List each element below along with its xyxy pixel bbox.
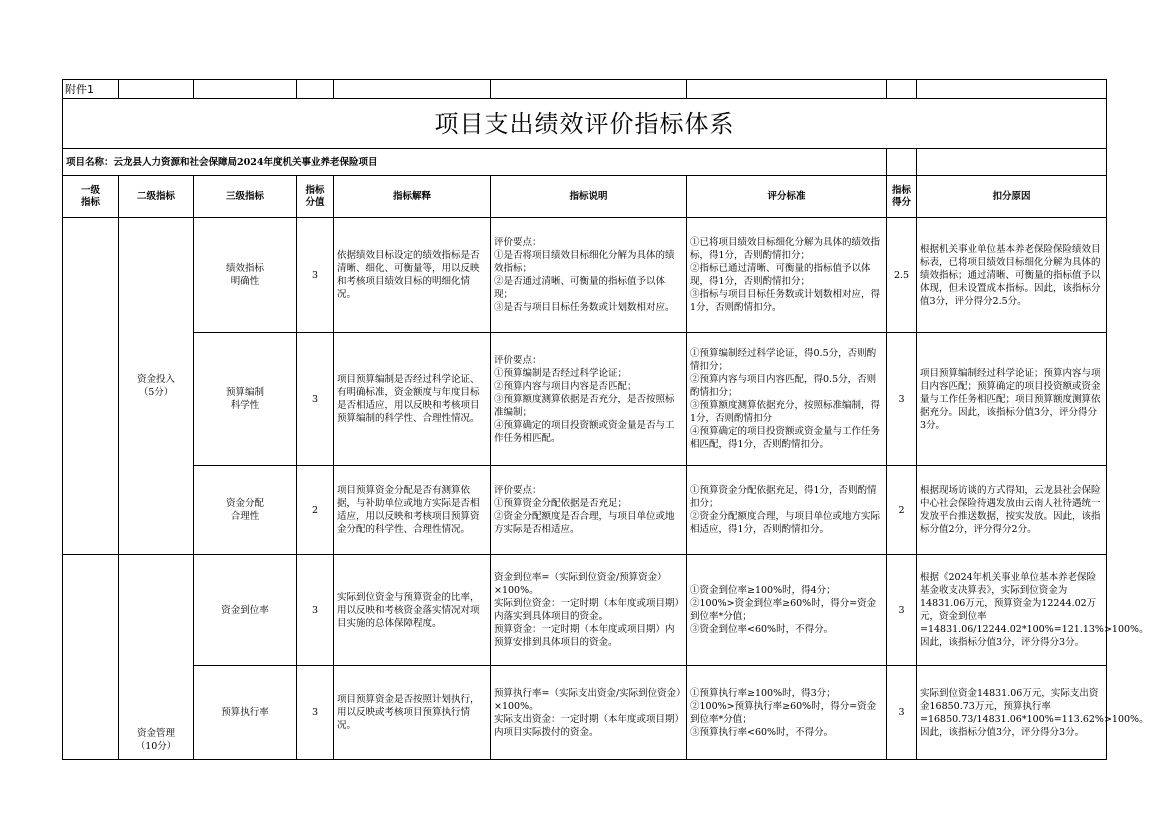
- project-name: 项目名称：云龙县人力资源和社会保障局2024年度机关事业养老保险项目: [63, 149, 887, 176]
- level1-cell: [63, 555, 119, 760]
- header-level2: 二级指标: [119, 176, 194, 218]
- indicator-table: [62, 79, 1149, 760]
- header-score: 指标 得分: [887, 176, 917, 218]
- reason-cell: 根据《2024年机关事业单位基本养老保险基金收支决算表》，实际到位资金为14831.06万元，预算资金为12244.02万元，资金到位率=14831.06/12244.02*100%=121.13%>100%。因此，该指标分值3分，评分得分3分。: [917, 555, 1107, 666]
- criteria-cell: ①预算资金分配依据充足，得1分，否则酌情扣分； ②资金分配额度合理，与项目单位或地方实际相适应，得1分，否则酌情扣分。: [687, 466, 887, 555]
- level2-cell: 资金管理 （10分）: [119, 555, 194, 760]
- reason-cell: 项目预算编制经过科学论证；预算内容与项目内容匹配；预算确定的项目投资额或资金量与工作任务相匹配；项目预算额度测算依据充分。因此，该指标分值3分，评分得分3分。: [917, 333, 1107, 466]
- level3-cell: 预算编制 科学性: [194, 333, 297, 466]
- reason-cell: 实际到位资金14831.06万元，实际支出资金16850.73万元，预算执行率=16850.73/14831.06*100%=113.62%>100%。因此，该指标分值3分，评分得分3分。: [917, 666, 1107, 760]
- table-row: [63, 666, 1107, 760]
- weight-cell: 3: [297, 666, 334, 760]
- score-cell: 3: [887, 555, 917, 666]
- header-desc: 指标说明: [491, 176, 687, 218]
- weight-cell: 3: [297, 218, 334, 333]
- desc-cell: 资金到位率=（实际到位资金/预算资金）×100%。 实际到位资金：一定时期（本年度或项目期）内落实到具体项目的资金。 预算资金：一定时期（本年度或项目期）内预算安排到具体项目的资金。: [491, 555, 687, 666]
- document-title: 项目支出绩效评价指标体系: [63, 99, 1107, 149]
- weight-cell: 3: [297, 555, 334, 666]
- level1-cell: [63, 218, 119, 555]
- level3-cell: 资金到位率: [194, 555, 297, 666]
- header-explain: 指标解释: [334, 176, 491, 218]
- criteria-cell: ①预算执行率≥100%时，得3分； ②100%>预算执行率≥60%时，得分=资金到位率*分值； ③预算执行率<60%时，不得分。: [687, 666, 887, 760]
- table-row: [63, 333, 1107, 466]
- table-row: [63, 466, 1107, 555]
- desc-cell: 评价要点： ①预算资金分配依据是否充足； ②资金分配额度是否合理，与项目单位或地方实际是否相适应。: [491, 466, 687, 555]
- explain-cell: 项目预算资金分配是否有测算依据，与补助单位或地方实际是否相适应，用以反映和考核项目预算资金分配的科学性、合理性情况。: [334, 466, 491, 555]
- criteria-cell: ①资金到位率≥100%时，得4分； ②100%>资金到位率≥60%时，得分=资金到位率*分值； ③资金到位率<60%时，不得分。: [687, 555, 887, 666]
- explain-cell: 项目预算资金是否按照计划执行，用以反映或考核项目预算执行情况。: [334, 666, 491, 760]
- score-cell: 2: [887, 466, 917, 555]
- explain-cell: 项目预算编制是否经过科学论证、有明确标准，资金额度与年度目标是否相适应，用以反映和考核项目预算编制的科学性、合理性情况。: [334, 333, 491, 466]
- score-cell: 3: [887, 333, 917, 466]
- table-row: [63, 218, 1107, 333]
- weight-cell: 3: [297, 333, 334, 466]
- header-reason: 扣分原因: [917, 176, 1107, 218]
- desc-cell: 评价要点： ①是否将项目绩效目标细化分解为具体的绩效指标； ②是否通过清晰、可衡量的指标值予以体现； ③是否与项目目标任务数或计划数相对应。: [491, 218, 687, 333]
- header-level1: 一级 指标: [63, 176, 119, 218]
- level3-cell: 预算执行率: [194, 666, 297, 760]
- header-criteria: 评分标准: [687, 176, 887, 218]
- desc-cell: 预算执行率=（实际支出资金/实际到位资金）×100%。 实际支出资金：一定时期（本年度或项目期）内项目实际拨付的资金。: [491, 666, 687, 760]
- level3-cell: 资金分配 合理性: [194, 466, 297, 555]
- explain-cell: 实际到位资金与预算资金的比率，用以反映和考核资金落实情况对项目实施的总体保障程度。: [334, 555, 491, 666]
- header-level3: 三级指标: [194, 176, 297, 218]
- table-row: [63, 555, 1107, 666]
- header-weight: 指标 分值: [297, 176, 334, 218]
- criteria-cell: ①预算编制经过科学论证，得0.5分，否则酌情扣分； ②预算内容与项目内容匹配，得0.5分，否则酌情扣分； ③预算额度测算依据充分，按照标准编制，得1分，否则酌情扣分 ④预算确定的项目投资额或资金量与工作任务相匹配，得1分，否则酌情扣分。: [687, 333, 887, 466]
- score-cell: 2.5: [887, 218, 917, 333]
- attachment-label: 附件1: [63, 80, 119, 99]
- weight-cell: 2: [297, 466, 334, 555]
- score-cell: 3: [887, 666, 917, 760]
- desc-cell: 评价要点： ①预算编制是否经过科学论证； ②预算内容与项目内容是否匹配； ③预算额度测算依据是否充分，是否按照标准编制； ④预算确定的项目投资额或资金量是否与工作任务相匹配。: [491, 333, 687, 466]
- explain-cell: 依据绩效目标设定的绩效指标是否清晰、细化、可衡量等，用以反映和考核项目绩效目标的明细化情况。: [334, 218, 491, 333]
- reason-cell: 根据机关事业单位基本养老保险保险绩效目标表，已将项目绩效目标细化分解为具体的绩效指标；通过清晰、可衡量的指标值予以体现，但未设置成本指标。因此，该指标分值3分，评分得分2.5分。: [917, 218, 1107, 333]
- level2-cell: 资金投入 （5分）: [119, 218, 194, 555]
- reason-cell: 根据现场访谈的方式得知，云龙县社会保险中心社会保险待遇发放由云南人社待遇统一发放平台推送数据，按实发放。因此，该指标分值2分，评分得分2分。: [917, 466, 1107, 555]
- criteria-cell: ①已将项目绩效目标细化分解为具体的绩效指标，得1分，否则酌情扣分； ②指标已通过清晰、可衡量的指标值予以体现，得1分，否则酌情扣分； ③指标与项目目标任务数或计划数相对应，得1分，否则酌情扣分。: [687, 218, 887, 333]
- level3-cell: 绩效指标 明确性: [194, 218, 297, 333]
